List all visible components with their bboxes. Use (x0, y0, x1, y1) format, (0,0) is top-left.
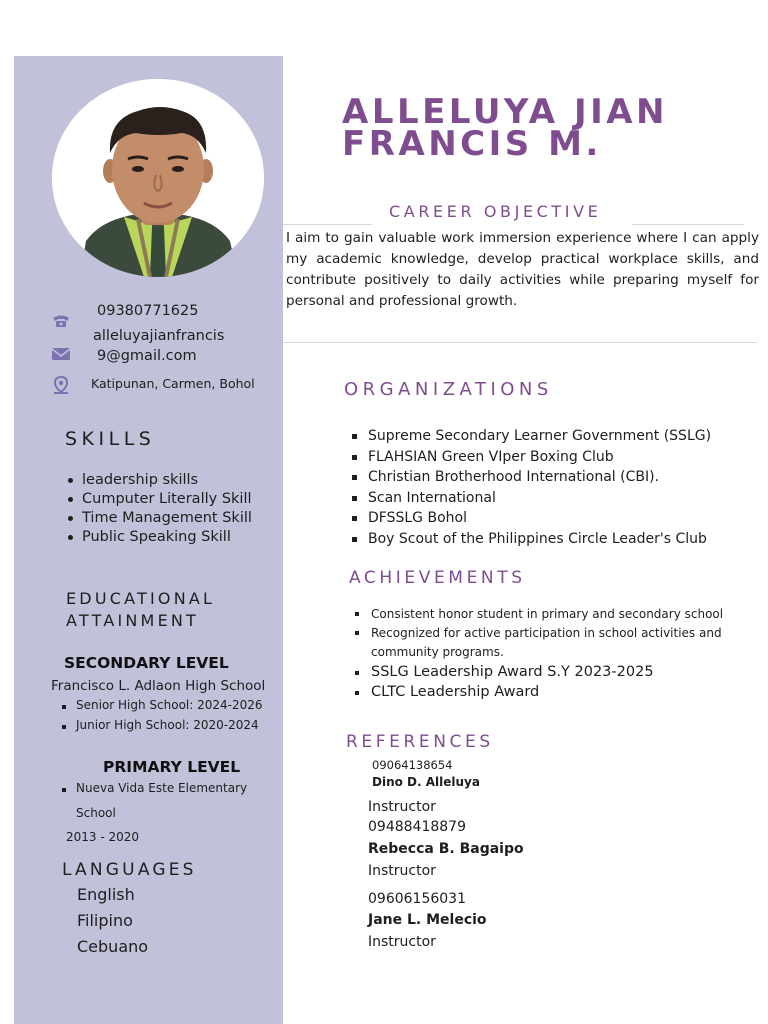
secondary-item: Junior High School: 2020-2024 (62, 716, 263, 736)
skill-item: leadership skills (66, 471, 252, 490)
achievements-heading: ACHIEVEMENTS (349, 568, 526, 588)
organization-item: FLAHSIAN Green VIper Boxing Club (352, 447, 711, 468)
reference-role: Instructor (368, 863, 436, 879)
objective-rule-right (632, 224, 744, 225)
contact-email-line1: alleluyajianfrancis (93, 328, 225, 344)
organizations-list (352, 426, 711, 549)
reference-phone: 09606156031 (368, 891, 466, 907)
language-item: English (77, 885, 135, 904)
achievement-item: SSLG Leadership Award S.Y 2023-2025 (355, 662, 755, 682)
achievements-list (355, 605, 755, 702)
skills-list (66, 471, 252, 547)
achievement-item: CLTC Leadership Award (355, 682, 755, 702)
organization-item: Boy Scout of the Philippines Circle Leader's Club (352, 529, 711, 550)
primary-years: 2013 - 2020 (66, 830, 140, 844)
secondary-item: Senior High School: 2024-2026 (62, 696, 263, 716)
contact-phone: 09380771625 (97, 303, 199, 319)
full-name-line2: FRANCIS M. (342, 124, 602, 164)
full-name-line1: ALLELUYA JIAN (342, 92, 669, 132)
language-item: Cebuano (77, 937, 149, 956)
languages-heading: LANGUAGES (62, 860, 197, 880)
organization-item: Scan International (352, 488, 711, 509)
reference-name: Jane L. Melecio (368, 912, 487, 928)
reference-role: Instructor (368, 934, 436, 950)
contact-email-line2: 9@gmail.com (97, 348, 197, 364)
education-heading-line2: ATTAINMENT (66, 611, 200, 630)
education-heading-line1: EDUCATIONAL (66, 589, 216, 608)
secondary-school: Francisco L. Adlaon High School (51, 678, 266, 694)
secondary-list (62, 696, 263, 735)
organization-item: DFSSLG Bohol (352, 508, 711, 529)
skill-item: Time Management Skill (66, 509, 252, 528)
primary-level-title: PRIMARY LEVEL (103, 758, 241, 776)
reference-name: Dino D. Alleluya (372, 775, 480, 789)
organization-item: Supreme Secondary Learner Government (SSLG) (352, 426, 711, 447)
reference-phone: 09064138654 (372, 758, 453, 772)
achievement-item: Recognized for active participation in school activities and community programs. (355, 624, 755, 662)
primary-list (62, 779, 247, 799)
primary-item: Nueva Vida Este Elementary (62, 779, 247, 799)
reference-phone: 09488418879 (368, 819, 466, 835)
objective-rule-left (283, 224, 372, 225)
objective-text: I aim to gain valuable work immersion experience where I can apply my academic knowledge, develop practical workplace skills, and contribute positively to daily activities while preparing myself for personal and professional growth. (286, 230, 759, 309)
organization-item: Christian Brotherhood International (CBI). (352, 467, 711, 488)
contact-address: Katipunan, Carmen, Bohol (91, 376, 255, 391)
objective-heading: CAREER OBJECTIVE (389, 202, 602, 221)
phone-icon (51, 313, 71, 329)
organizations-heading: ORGANIZATIONS (344, 379, 553, 400)
skill-item: Public Speaking Skill (66, 528, 252, 547)
references-heading: REFERENCES (346, 732, 494, 752)
achievement-item: Consistent honor student in primary and secondary school (355, 605, 755, 624)
reference-role: Instructor (368, 799, 436, 815)
primary-school-line2: School (76, 806, 116, 820)
location-pin-icon (51, 375, 71, 395)
email-icon (51, 346, 71, 362)
person-photo-illustration (52, 79, 264, 277)
reference-name: Rebecca B. Bagaipo (368, 841, 524, 857)
language-item: Filipino (77, 911, 133, 930)
skills-heading: SKILLS (65, 428, 156, 450)
skill-item: Cumputer Literally Skill (66, 490, 252, 509)
profile-photo (52, 79, 264, 277)
secondary-level-title: SECONDARY LEVEL (64, 654, 229, 672)
section-divider (283, 342, 757, 343)
